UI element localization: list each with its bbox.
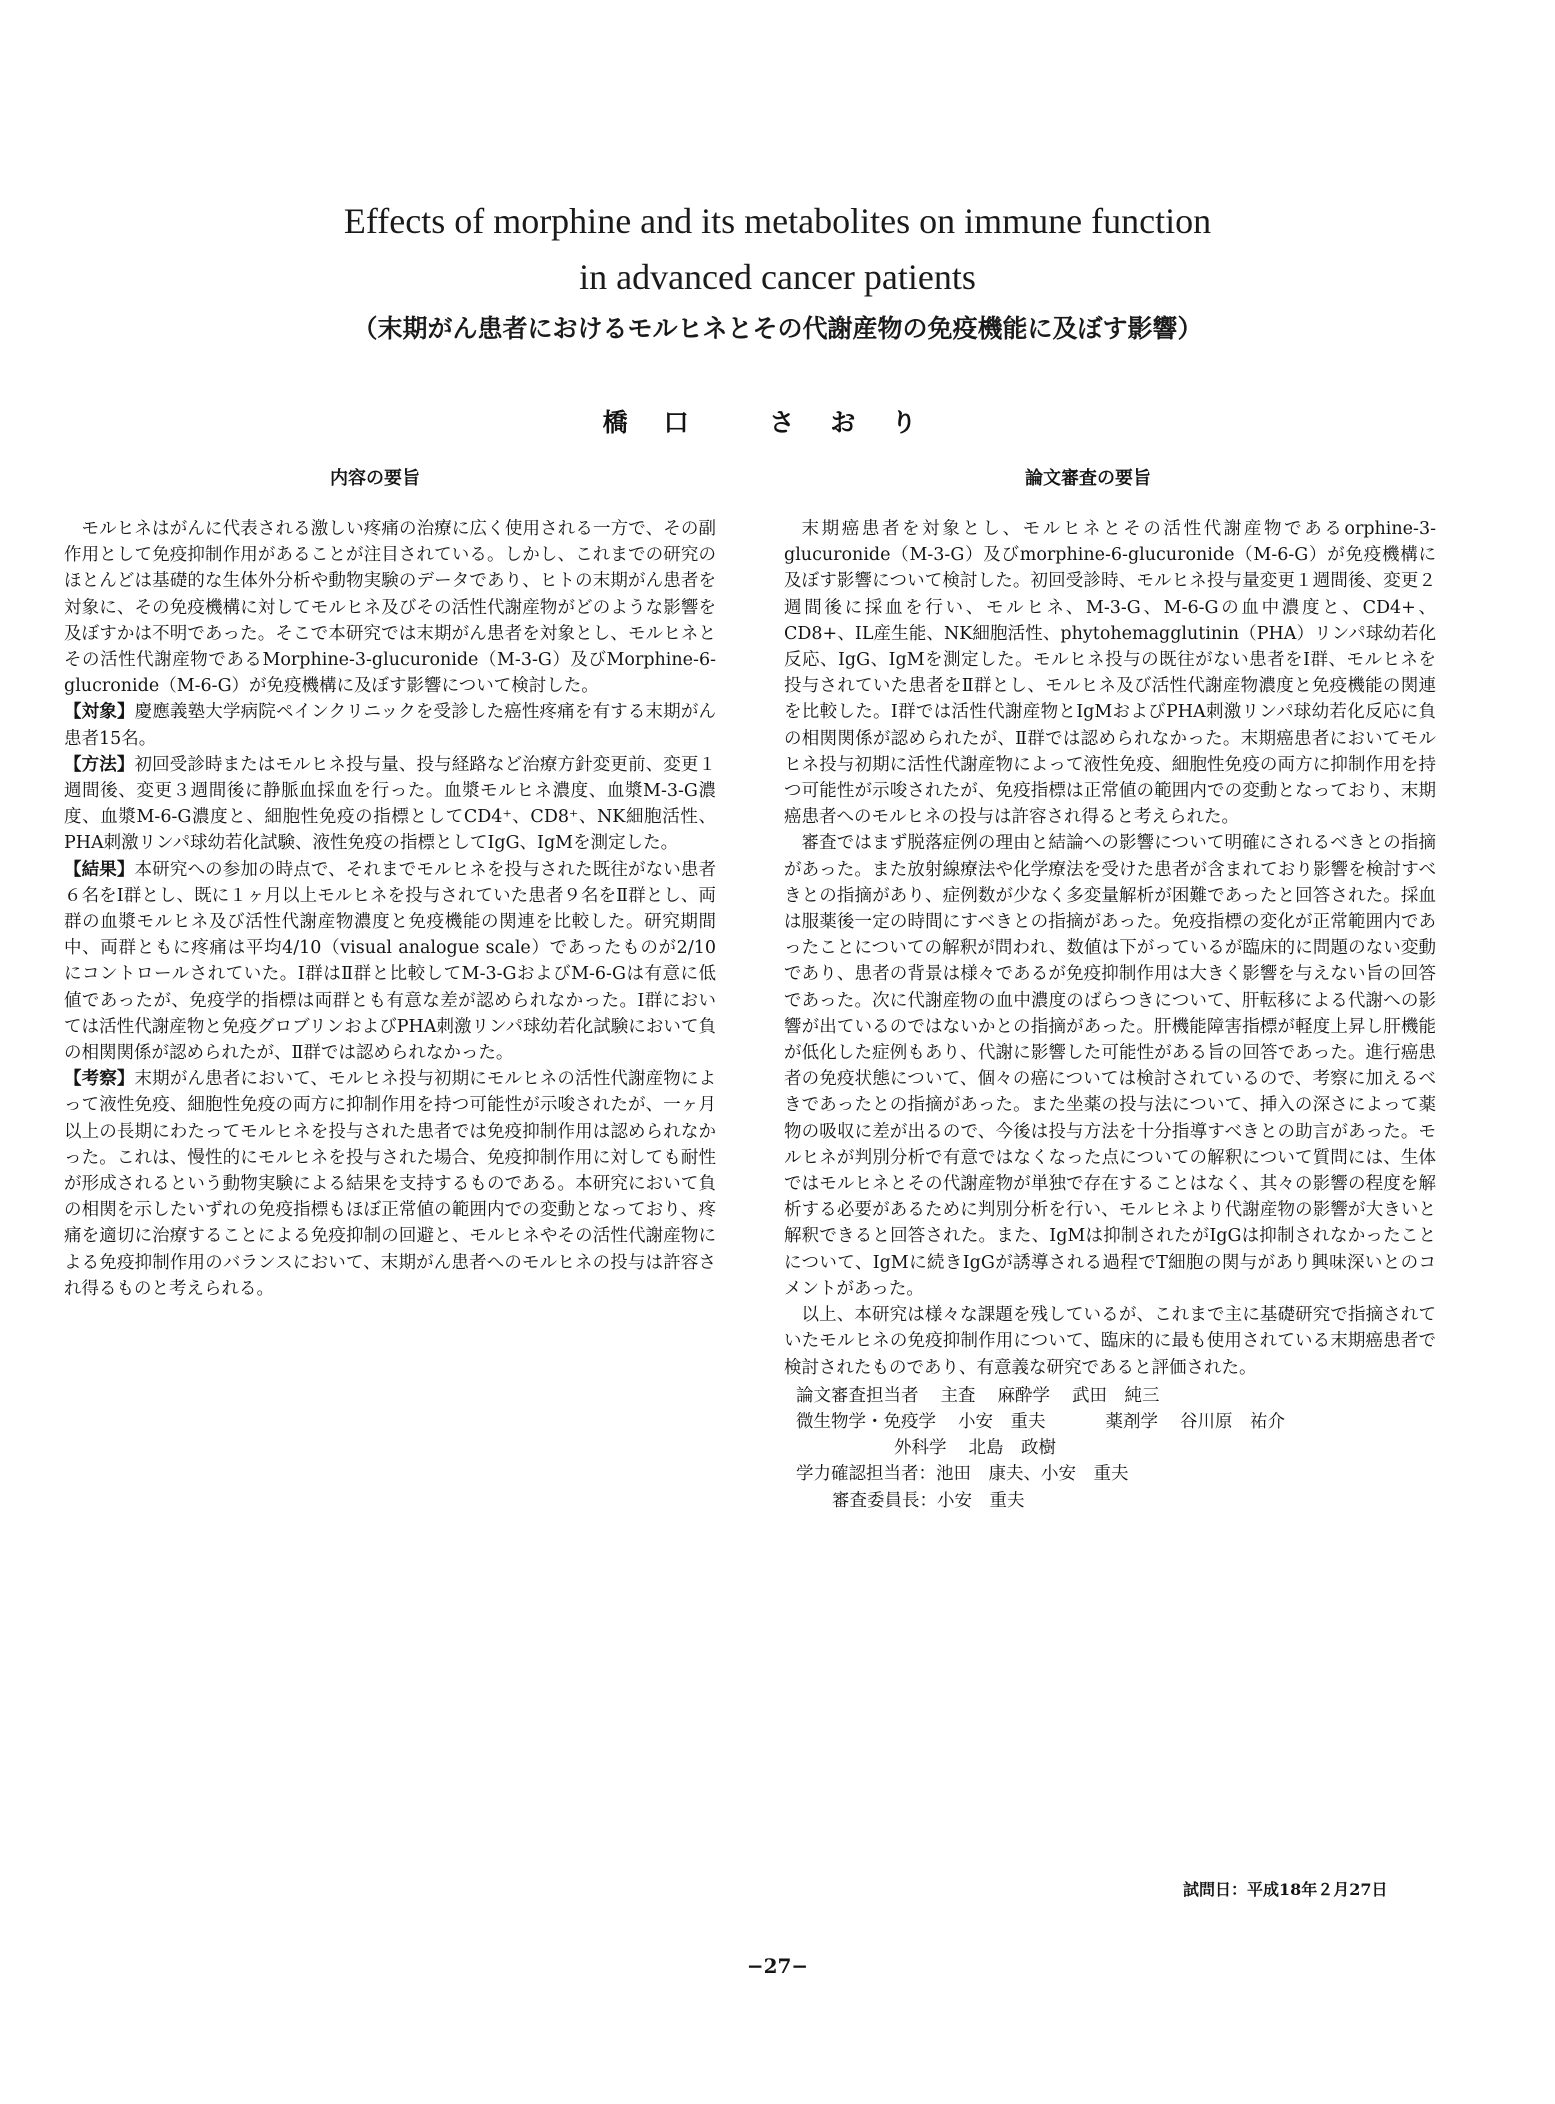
- discussion-text: 末期がん患者において、モルヒネ投与初期にモルヒネの活性代謝産物によって液性免疫、細胞性免疫の両方に抑制作用を持つ可能性が示唆されたが、一ヶ月以上の長期にわたってモルヒネを投与された患者では免疫抑制作用は認められなかった。これは、慢性的にモルヒネを投与された場合、免疫抑制作用に対しても耐性が形成されるという動物実験による結果を支持するものである。本研究において負の相関を示したいずれの免疫指標もほぼ正常値の範囲内での変動となっており、疼痛を適切に治療することによる免疫抑制の回避と、モルヒネやその活性代謝産物による免疫抑制作用のバランスにおいて、末期がん患者へのモルヒネの投与は許容され得るものと考えられる。: [64, 1069, 716, 1299]
- chief-role: 主査: [940, 1385, 976, 1406]
- summary-intro: モルヒネはがんに代表される激しい疼痛の治療に広く使用される一方で、その副作用として免疫抑制作用があることが注目されている。しかし、これまでの研究のほとんどは基礎的な生体外分析や動物実験のデータであり、ヒトの末期がん患者を対象に、その免疫機構に対してモルヒネ及びその活性代謝産物がどのような影響を及ぼすかは不明であった。そこで本研究では末期がん患者を対象とし、モルヒネとその活性代謝産物であるMorphine-3-glucuronide（M-3-G）及びMorphine-6-glucronide（M-6-G）が免疫機構に及ぼす影響について検討した。: [64, 519, 716, 697]
- member1-department: 微生物学・免疫学: [796, 1411, 936, 1432]
- chief-name: 武田 純三: [1072, 1385, 1160, 1406]
- method-text: 初回受診時またはモルヒネ投与量、投与経路など治療方針変更前、変更１週間後、変更３週間後に静脈血採血を行った。血漿モルヒネ濃度、血漿M-3-G濃度、血漿M-6-G濃度と、細胞性免疫の指標としてCD4⁺、CD8⁺、NK細胞活性、PHA刺激リンパ球幼若化試験、液性免疫の指標としてIgG、IgMを測定した。: [64, 754, 716, 854]
- summary-result: [64, 857, 716, 1067]
- discussion-label: 【考察】: [64, 1069, 135, 1090]
- review-committee: [784, 1383, 1436, 1514]
- summary-subject: [64, 699, 716, 751]
- chair-name: 小安 重夫: [937, 1490, 1025, 1511]
- summary-method: [64, 752, 716, 857]
- member2-name: 谷川原 祐介: [1180, 1411, 1285, 1432]
- title-english-line1: Effects of morphine and its metabolites on immune function: [343, 201, 1212, 241]
- verification-names: 池田 康夫、小安 重夫: [936, 1464, 1129, 1485]
- subject-text: 慶應義塾大学病院ペインクリニックを受診した癌性疼痛を有する末期がん患者15名。: [64, 702, 716, 749]
- verification-label: 学力確認担当者：: [796, 1464, 936, 1485]
- committee-chief-row: [784, 1383, 1436, 1409]
- title-english-line2: in advanced cancer patients: [579, 257, 976, 297]
- chief-department: 麻酔学: [997, 1385, 1050, 1406]
- subject-label: 【対象】: [64, 702, 135, 723]
- author-name: 橋口 さおり: [602, 408, 953, 437]
- result-label: 【結果】: [64, 859, 135, 880]
- committee-label: 論文審査担当者: [796, 1385, 919, 1406]
- review-paragraph-3: 以上、本研究は様々な課題を残しているが、これまで主に基礎研究で指摘されていたモルヒネの免疫抑制作用について、臨床的に最も使用されている末期癌患者で検討されたものであり、有意義な研究であると評価された。: [784, 1305, 1436, 1378]
- chair-label: 審査委員長：: [832, 1490, 937, 1511]
- review-column: [784, 516, 1436, 1514]
- member1-name: 小安 重夫: [958, 1411, 1046, 1432]
- chair-row: [784, 1488, 1436, 1514]
- summary-discussion: [64, 1066, 716, 1302]
- review-paragraph-1: 末期癌患者を対象とし、モルヒネとその活性代謝産物であるorphine-3-glucuronide（M-3-G）及びmorphine-6-glucuronide（M-6-G）が免疫機構に及ぼす影響について検討した。初回受診時、モルヒネ投与量変更１週間後、変更２週間後に採血を行い、モルヒネ、M-3-G、M-6-Gの血中濃度と、CD4+、CD8+、IL産生能、NK細胞活性、phytohemagglutinin（PHA）リンパ球幼若化反応、IgG、IgMを測定した。モルヒネ投与の既往がない患者をⅠ群、モルヒネを投与されていた患者をⅡ群とし、モルヒネ及び活性代謝産物濃度と免疫機能の関連を比較した。Ⅰ群では活性代謝産物とIgMおよびPHA刺激リンパ球幼若化反応に負の相関関係が認められたが、Ⅱ群では認められなかった。末期癌患者においてモルヒネ投与初期に活性代謝産物によって液性免疫、細胞性免疫の両方に抑制作用を持つ可能性が示唆されたが、免疫指標は正常値の範囲内での変動となっており、末期癌患者へのモルヒネの投与は許容され得ると考えられた。: [784, 519, 1436, 828]
- committee-members-row: [784, 1409, 1436, 1435]
- member3-department: 外科学: [894, 1438, 947, 1459]
- exam-date: 試問日：平成18年２月27日: [1183, 1880, 1388, 1899]
- title-japanese: （末期がん患者におけるモルヒネとその代謝産物の免疫機能に及ぼす影響）: [352, 314, 1203, 343]
- page-number: −27−: [746, 1954, 809, 1978]
- summary-column: [64, 516, 716, 1302]
- member3-name: 北島 政樹: [968, 1438, 1056, 1459]
- review-paragraph-2: 審査ではまず脱落症例の理由と結論への影響について明確にされるべきとの指摘があった。また放射線療法や化学療法を受けた患者が含まれており影響を検討すべきとの指摘があり、症例数が少なく多変量解析が困難であったと回答された。採血は服薬後一定の時間にすべきとの指摘があった。免疫指標の変化が正常範囲内であったことについての解釈が問われ、数値は下がっているが臨床的に問題のない変動であり、患者の背景は様々であるが免疫抑制作用は大きく影響を与えない旨の回答であった。次に代謝産物の血中濃度のばらつきについて、肝転移による代謝への影響が出ているのではないかとの指摘があった。肝機能障害指標が軽度上昇し肝機能が低化した症例もあり、代謝に影響した可能性がある旨の回答であった。進行癌患者の免疫状態について、個々の癌については検討されているので、考察に加えるべきであったとの指摘があった。また坐薬の投与法について、挿入の深さによって薬物の吸収に差が出るので、今後は投与方法を十分指導すべきとの助言があった。モルヒネが判別分析で有意ではなくなった点についての解釈について質問には、生体ではモルヒネとその代謝産物が単独で存在することはなく、其々の影響の程度を解析する必要があるために判別分析を行い、モルヒネより代謝産物の影響が大きいと解釈できると回答された。また、IgMは抑制されたがIgGは抑制されなかったことについて、IgMに続きIgGが誘導される過程でT細胞の関与があり興味深いとのコメントがあった。: [784, 833, 1436, 1299]
- review-heading: 論文審査の要旨: [1025, 468, 1151, 489]
- verification-row: [784, 1461, 1436, 1487]
- method-label: 【方法】: [64, 754, 135, 775]
- committee-member3-row: [784, 1435, 1436, 1461]
- result-text: 本研究への参加の時点で、それまでモルヒネを投与された既往がない患者６名をⅠ群とし、既に１ヶ月以上モルヒネを投与されていた患者９名をⅡ群とし、両群の血漿モルヒネ及び活性代謝産物濃度と免疫機能の関連を比較した。研究期間中、両群ともに疼痛は平均4/10（visual analogue scale）であったものが2/10にコントロールされていた。Ⅰ群はⅡ群と比較してM-3-GおよびM-6-Gは有意に低値であったが、免疫学的指標は両群とも有意な差が認められなかった。Ⅰ群においては活性代謝産物と免疫グロブリンおよびPHA刺激リンパ球幼若化試験において負の相関関係が認められたが、Ⅱ群では認められなかった。: [64, 859, 716, 1064]
- member2-department: 薬剤学: [1105, 1411, 1158, 1432]
- summary-heading: 内容の要旨: [330, 468, 420, 489]
